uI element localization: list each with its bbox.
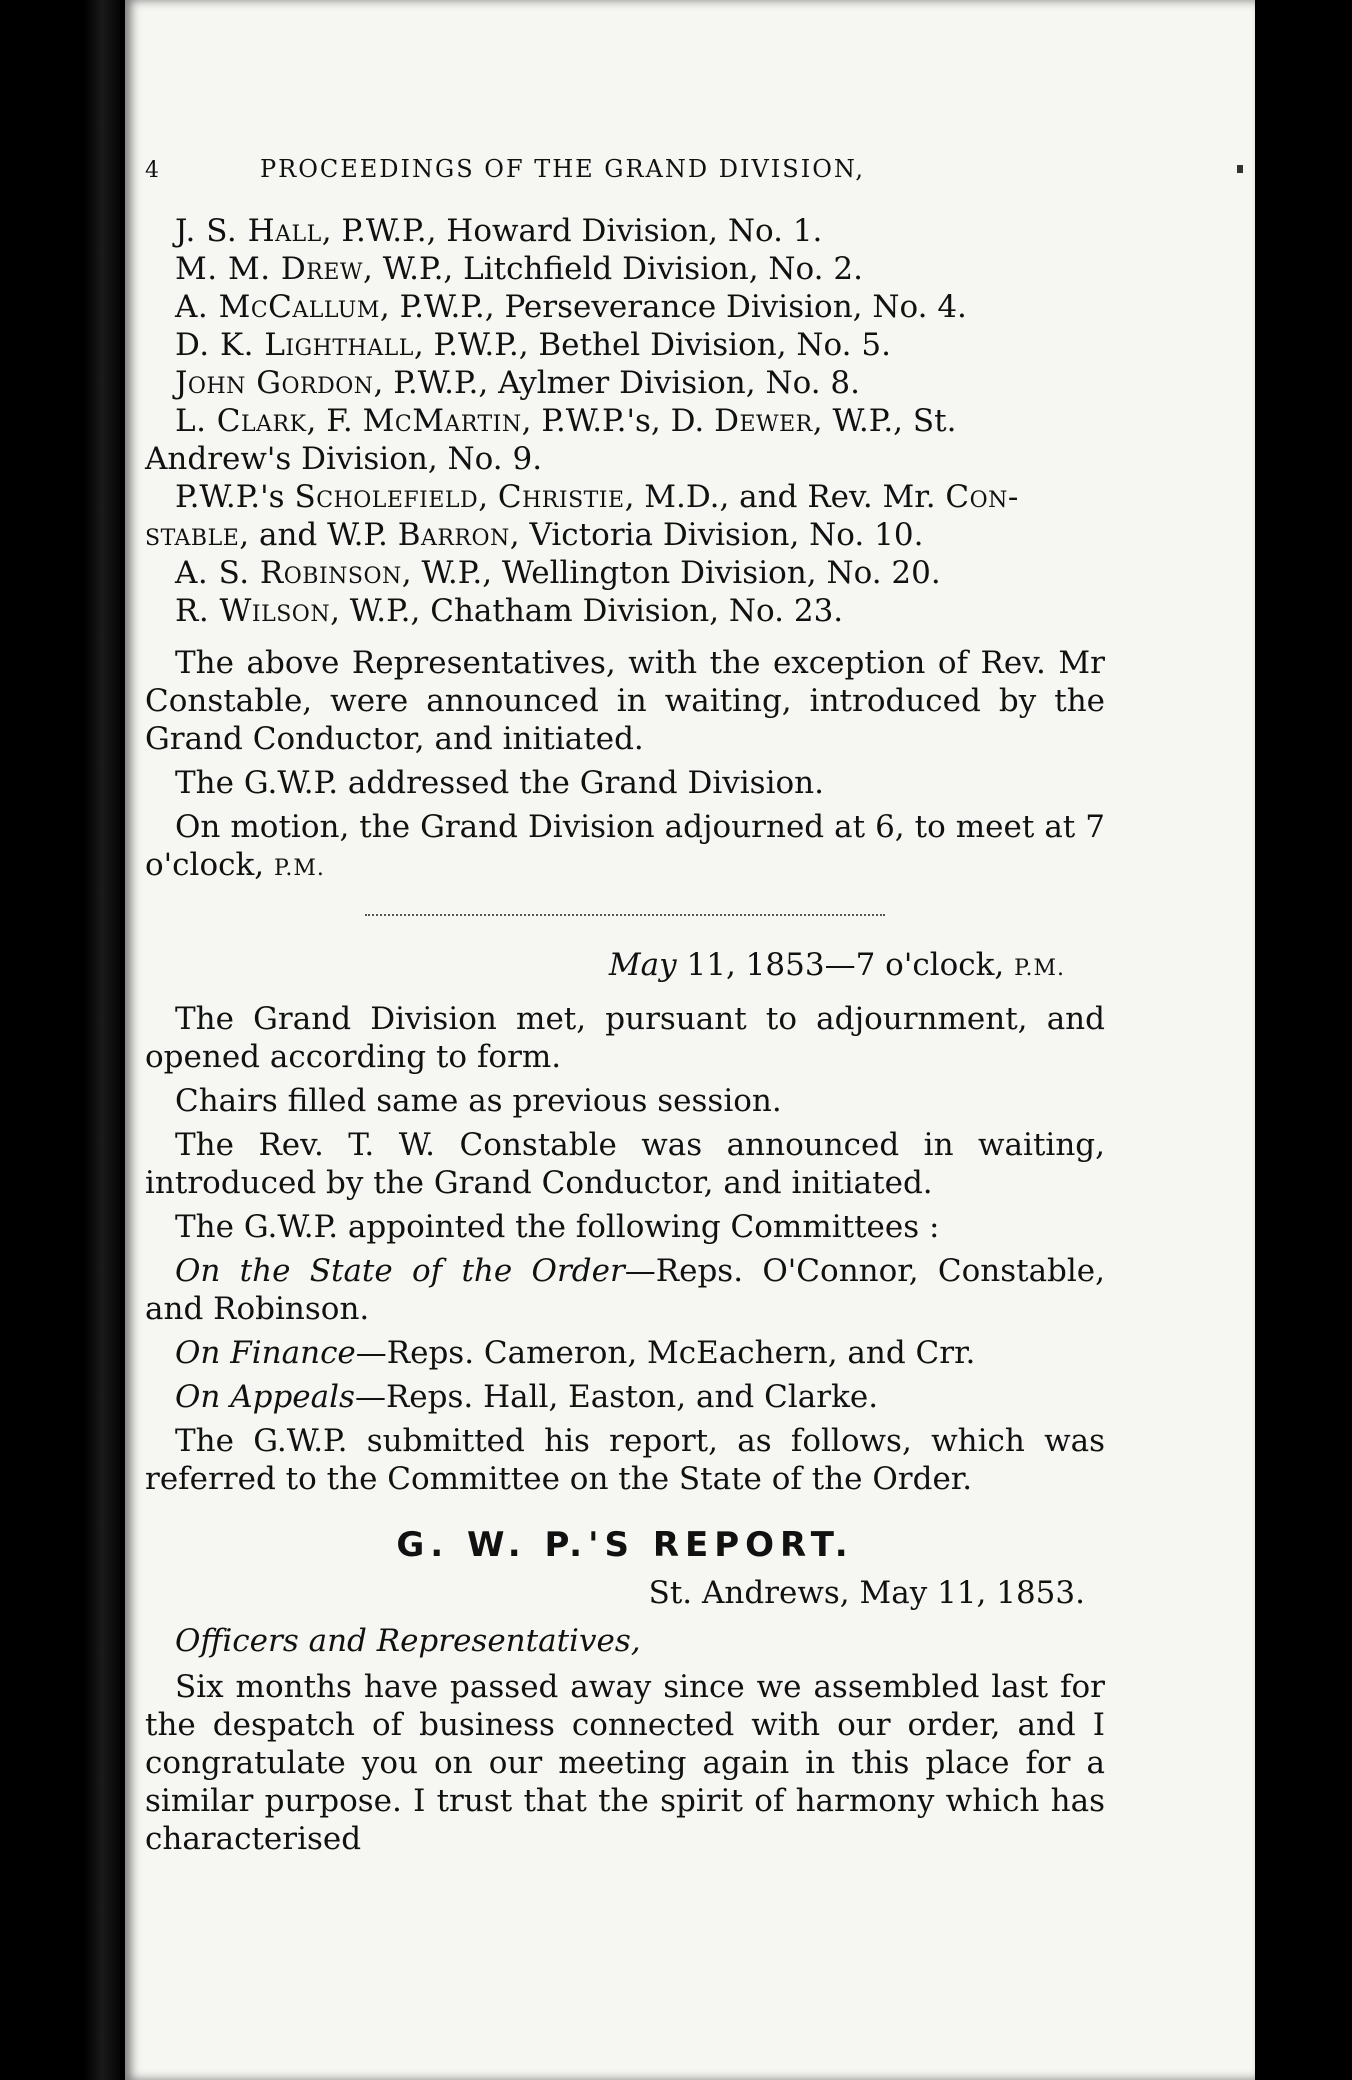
report-heading: G. W. P.'S REPORT. (396, 1525, 854, 1565)
rep-line: A. S. Robinson, W.P., Wellington Division, No. 20. (175, 555, 941, 591)
paragraph: Chairs filled same as previous session. (175, 1083, 782, 1119)
paragraph: The G.W.P. addressed the Grand Division. (175, 765, 824, 801)
rep-line: J. S. Hall, P.W.P., Howard Division, No. 1. (175, 213, 823, 249)
section-divider (365, 914, 885, 918)
session-dateline: May 11, 1853—7 o'clock, P.M. (608, 947, 1065, 983)
representatives-list (145, 212, 1105, 630)
paragraph: The Grand Division met, pursuant to adjournment, and opened according to form. (145, 1001, 1105, 1075)
report-body: Six months have passed away since we assembled last for the despatch of business connected with our order, and I congratulate you on our meeting again in this place for a similar purpose. I trust that the spirit of harmony which has characterised (145, 1669, 1105, 1857)
scan-speck (1237, 165, 1243, 173)
page-number: 4 (145, 158, 161, 183)
rep-line: P.W.P.'s Scholefield, Christie, M.D., and Rev. Mr. Con- (175, 479, 1019, 515)
page-content (145, 150, 1105, 1864)
paragraph: The above Representatives, with the exception of Rev. Mr Constable, were announced in waiting, introduced by the Grand Conductor, and initiated. (145, 645, 1105, 757)
report-place-date: St. Andrews, May 11, 1853. (648, 1575, 1085, 1611)
report-salutation: Officers and Representatives, (175, 1623, 641, 1659)
paragraph: The G.W.P. submitted his report, as follows, which was referred to the Committee on the State of the Order. (145, 1423, 1105, 1497)
rep-line-continued: stable, and W.P. Barron, Victoria Division, No. 10. (145, 517, 924, 553)
rep-line: L. Clark, F. McMartin, P.W.P.'s, D. Dewer, W.P., St. (175, 403, 957, 439)
running-head (145, 150, 1105, 190)
rep-line: John Gordon, P.W.P., Aylmer Division, No. 8. (175, 365, 860, 401)
paragraph: On motion, the Grand Division adjourned at 6, to meet at 7 o'clock, P.M. (145, 809, 1105, 883)
committee-item: On Finance—Reps. Cameron, McEachern, and Crr. (175, 1335, 976, 1371)
scan-border-left (0, 0, 120, 2080)
paragraph: The G.W.P. appointed the following Committees : (175, 1209, 940, 1245)
scan-border-right (1255, 0, 1352, 2080)
rep-line-continued: Andrew's Division, No. 9. (145, 441, 543, 477)
rep-line: D. K. Lighthall, P.W.P., Bethel Division, No. 5. (175, 327, 891, 363)
running-title: PROCEEDINGS OF THE GRAND DIVISION, (260, 155, 865, 183)
rep-line: M. M. Drew, W.P., Litchfield Division, No. 2. (175, 251, 863, 287)
paragraph: The Rev. T. W. Constable was announced in waiting, introduced by the Grand Conductor, and initiated. (145, 1127, 1105, 1201)
committee-item: On the State of the Order—Reps. O'Connor, Constable, and Robinson. (145, 1253, 1106, 1327)
rep-line: R. Wilson, W.P., Chatham Division, No. 23. (175, 593, 844, 629)
rep-line: A. McCallum, P.W.P., Perseverance Division, No. 4. (175, 289, 967, 325)
committee-item: On Appeals—Reps. Hall, Easton, and Clarke. (175, 1379, 879, 1415)
